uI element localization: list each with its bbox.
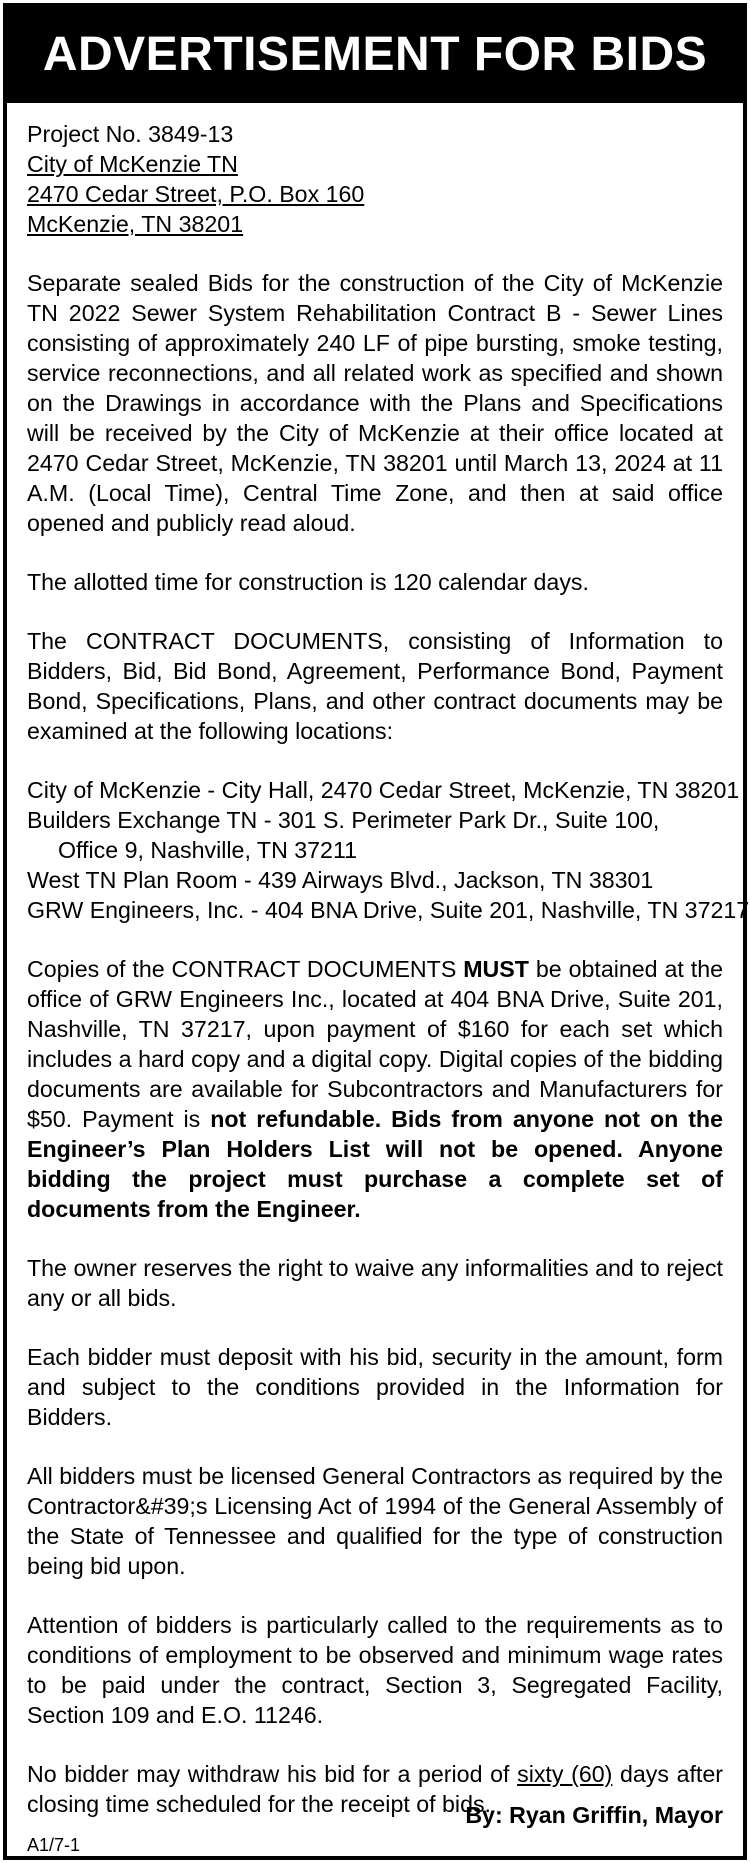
location-item: GRW Engineers, Inc. - 404 BNA Drive, Suite 201, Nashville, TN 37217 xyxy=(27,897,750,923)
location-item: Builders Exchange TN - 301 S. Perimeter Park Dr., Suite 100, xyxy=(27,807,660,833)
owner-rights-paragraph: The owner reserves the right to waive any informalities and to reject any or all bids. xyxy=(27,1255,723,1311)
bid-security-paragraph: Each bidder must deposit with his bid, security in the amount, form and subject to the conditions provided in the Information for Bidders. xyxy=(27,1344,723,1430)
ad-body xyxy=(27,119,750,1848)
withdrawal-period: sixty (60) xyxy=(517,1761,613,1787)
project-owner: City of McKenzie TN xyxy=(27,151,238,177)
licensing-paragraph: All bidders must be licensed General Contractors as required by the Contractor&#39;s Licensing Act of 1994 of the General Assembly of the State of Tennessee and qualified for the type of construction being bid upon. xyxy=(27,1463,723,1579)
refund-warning: not refundable. Bids from anyone not on the Engineer’s Plan Holders List will not be opened. Anyone bidding the project must purchase a complete set of documents from the Engineer. xyxy=(27,1106,723,1222)
project-address-line1: 2470 Cedar Street, P.O. Box 160 xyxy=(27,181,365,207)
project-address-line2: McKenzie, TN 38201 xyxy=(27,211,244,237)
copies-text: Copies of the CONTRACT DOCUMENTS xyxy=(27,956,464,982)
copies-paragraph xyxy=(27,954,723,1224)
ad-code: A1/7-1 xyxy=(27,1835,81,1855)
project-info xyxy=(27,119,723,239)
location-item-continued: Office 9, Nashville, TN 37211 xyxy=(58,837,358,863)
location-item: City of McKenzie - City Hall, 2470 Cedar Street, McKenzie, TN 38201 xyxy=(27,777,740,803)
withdrawal-text: days after closing time scheduled for the receipt of bids. xyxy=(27,1761,723,1817)
locations-list xyxy=(27,775,750,925)
ad-title: ADVERTISEMENT FOR BIDS xyxy=(7,7,743,103)
bid-description-paragraph: Separate sealed Bids for the construction of the City of McKenzie TN 2022 Sewer System Rehabilitation Contract B - Sewer Lines consisting of approximately 240 LF of pipe bursting, smoke testing, service reconnections, and all related work as specified and shown on the Drawings in accordance with the Plans and Specifications will be received by the City of McKenzie at their office located at 2470 Cedar Street, McKenzie, TN 38201 until March 13, 2024 at 11 A.M. (Local Time), Central Time Zone, and then at said office opened and publicly read aloud. xyxy=(27,270,723,536)
project-number: Project No. 3849-13 xyxy=(27,121,234,147)
construction-time-paragraph: The allotted time for construction is 120 calendar days. xyxy=(27,569,589,595)
must-emphasis: MUST xyxy=(463,956,529,982)
copies-text: be obtained at the office of GRW Engineers Inc., located at 404 BNA Drive, Suite 201, Nashville, TN 37217, upon payment of $160 for each set which includes a hard copy and a digital copy. Digital copies of the bidding documents are available for Subcontractors and Manufacturers for $50. Payment is xyxy=(27,956,723,1132)
employment-conditions-paragraph: Attention of bidders is particularly called to the requirements as to conditions of employment to be observed and minimum wage rates to be paid under the contract, Section 3, Segregated Facility, Section 109 and E.O. 11246. xyxy=(27,1612,723,1728)
withdrawal-text: No bidder may withdraw his bid for a period of xyxy=(27,1761,518,1787)
ad-border xyxy=(3,3,750,1860)
location-item: West TN Plan Room - 439 Airways Blvd., Jackson, TN 38301 xyxy=(27,867,654,893)
contract-documents-paragraph: The CONTRACT DOCUMENTS, consisting of Information to Bidders, Bid, Bid Bond, Agreement, Performance Bond, Payment Bond, Specifications, Plans, and other contract documents may be examined at the following locations: xyxy=(27,628,723,744)
signature: By: Ryan Griffin, Mayor xyxy=(465,1802,723,1828)
